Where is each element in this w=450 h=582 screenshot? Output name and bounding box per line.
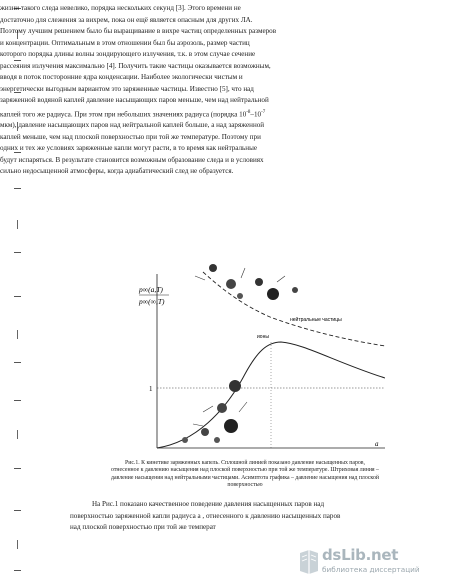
text-line: которого порядка длины волны зондирующего излучения, т.к. в этом случае сечение [0, 50, 256, 58]
binding-mark [17, 430, 18, 439]
y-tick-label: 1 [149, 385, 153, 393]
charged-drop-icon [217, 403, 227, 413]
binding-mark [14, 468, 21, 469]
figure-caption [70, 460, 420, 490]
ions-label: ионы [257, 334, 269, 340]
binding-mark [14, 296, 21, 297]
text-line: На Рис.1 показано качественное поведение давления насыщенных паров над [92, 500, 325, 508]
text-line [0, 107, 350, 121]
charged-drop-icon [209, 264, 217, 272]
text-line: над плоской поверхностью при той же температ [70, 523, 216, 531]
watermark [292, 546, 442, 578]
neutral-drop-icon [267, 288, 279, 300]
watermark-brand: dsLib.net [322, 546, 399, 564]
drop-icon [292, 287, 298, 293]
binding-mark [14, 252, 21, 253]
text-line: будут испаряться. В результате становится возможным образование следа и в условиях [0, 155, 264, 164]
book-logo-icon [298, 549, 320, 575]
neutral-curve-label: нейтральные частицы [290, 317, 342, 323]
watermark-subtitle: библиотека диссертаций [322, 565, 420, 574]
text-line: Поэтому лучшим решением было бы выращивание в вихре частиц определенных размеров [0, 27, 277, 35]
text-span: –10 [250, 109, 262, 118]
drop-icon [214, 437, 220, 443]
figure-diagram [85, 262, 385, 452]
binding-mark [14, 188, 21, 189]
text-line: жизни такого следа невелико, порядка нескольких секунд [3]. Этого времени не [0, 4, 241, 12]
body-paragraph-2 [70, 499, 420, 534]
charged-drop-icon [229, 380, 241, 392]
drop-icon [237, 293, 243, 299]
binding-mark [14, 362, 21, 363]
binding-mark [14, 510, 21, 511]
y-axis-label-numerator: p∞(a,T) [139, 285, 163, 294]
caption-line: отнесенное к давлению насыщения над плоской поверхностью при той же температуре. Штриховая линия – [111, 467, 379, 474]
drop-illustrations [182, 264, 298, 443]
text-line: рассеяния излучения максимально [4]. Получить такие частицы оказывается возможным, [0, 61, 271, 70]
binding-mark [14, 570, 21, 571]
x-axis-label: a [375, 440, 379, 448]
text-line: энергетически выгодным вариантом это заряженные частицы. Известно [5], что над [0, 84, 254, 93]
caption-line: давление насыщения над нейтральными частицами. Асимптота графика – давление насыщения над плоской [111, 474, 379, 481]
text-line: и концентрации. Оптимальным в этом отношении был бы аэрозоль, размер частиц [0, 38, 250, 47]
body-paragraph-1 [0, 3, 350, 178]
binding-mark [17, 220, 18, 229]
text-line: достаточно для слежения за вихрем, пока он ещё является опасным для других ЛА. [0, 15, 253, 24]
exponent: -7 [261, 109, 266, 115]
text-line: сильно недосыщенной атмосферы, когда адиабатический след не образуется. [0, 167, 234, 176]
drop-icon [201, 428, 209, 436]
text-line: каплей меньше, чем над плоской поверхностью при той же температуре. Поэтому при [0, 132, 261, 141]
exponent: -8 [246, 109, 251, 115]
caption-line: Рис.1. К кинетике заряженных капель. Сплошной линией показано давление насыщенных паров, [125, 460, 365, 466]
charged-drop-icon [255, 278, 263, 286]
text-line: поверхностью заряженной капли радиуса a , отнесенного к давлению насыщенных паров [70, 511, 341, 520]
text-line: вводя в поток посторонние ядра конденсации. Наиболее экологически чистым и [0, 73, 243, 81]
text-line: одних и тех же условиях заряженные капли могут расти, в то время как нейтральные [0, 144, 257, 153]
text-line: мкм), давление насыщающих паров над нейтральной каплей больше, а над заряженной [0, 121, 265, 130]
drop-icon [182, 437, 188, 443]
charged-drop-icon [224, 419, 238, 433]
text-line: заряженной водяной каплей давление насыщающих паров меньше, чем над нейтральной [0, 96, 269, 104]
binding-mark [14, 400, 21, 401]
binding-mark [17, 540, 18, 549]
y-axis-label-denominator: p∞(∞,T) [139, 297, 165, 306]
text-span: каплей того же радиуса. При этом при небольших значениях радиуса (порядка 10 [0, 109, 247, 118]
charged-drop-icon [226, 279, 236, 289]
caption-line: поверхностью [227, 482, 263, 489]
binding-mark [17, 330, 18, 339]
